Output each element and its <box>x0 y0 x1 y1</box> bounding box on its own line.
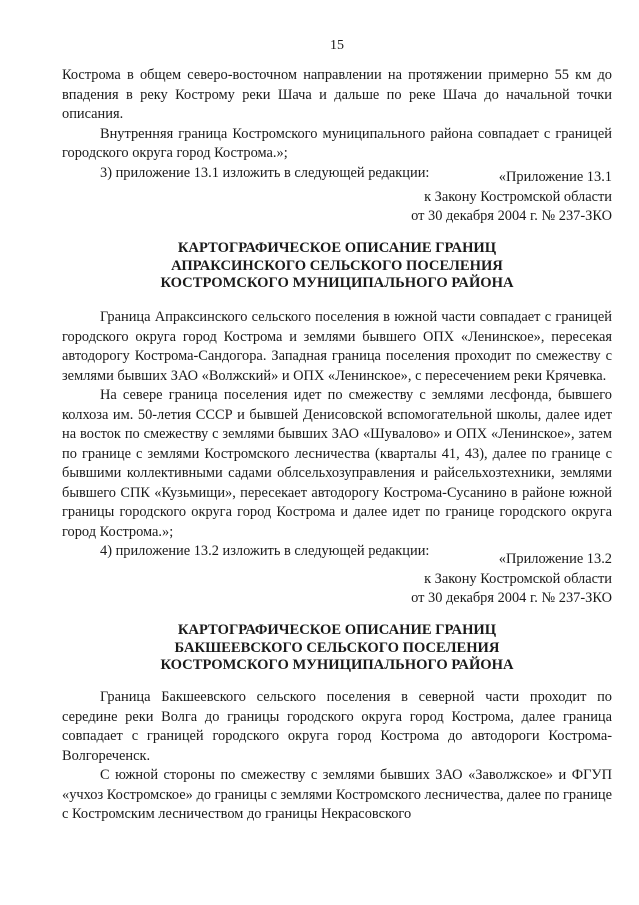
paragraph: Граница Апраксинского сельского поселения в южной части совпадает с границей городского округа город Кострома и землями бывшего ОПХ «Ленинское», пересекая автодорогу Кострома-Сандогора. Западная граница поселения проходит по смежеству с землями бывших ЗАО «Волжский» и ОПХ «Ленинское», с пересечением реки Крячевка. <box>62 309 612 384</box>
appendix-reference-13-2 <box>62 550 612 609</box>
appendix-line: от 30 декабря 2004 г. № 237-ЗКО <box>411 590 612 606</box>
paragraph: Граница Бакшеевского сельского поселения в северной части проходит по середине реки Волга до границы городского округа город Кострома, далее граница совпадает с границей городского округа город Кострома до автодороги Кострома-Волгореченск. <box>62 689 612 764</box>
heading-line: БАКШЕЕВСКОГО СЕЛЬСКОГО ПОСЕЛЕНИЯ <box>174 639 500 656</box>
heading-line: АПРАКСИНСКОГО СЕЛЬСКОГО ПОСЕЛЕНИЯ <box>171 257 503 274</box>
appendix-line: к Закону Костромской области <box>424 188 612 205</box>
heading-line: КАРТОГРАФИЧЕСКОЕ ОПИСАНИЕ ГРАНИЦ <box>177 622 497 638</box>
section-heading-apraksinskoe <box>62 240 612 293</box>
appendix-line: «Приложение 13.2 <box>498 551 612 567</box>
paragraph: 4) приложение 13.2 изложить в следующей редакции: <box>100 543 430 559</box>
paragraph: На севере граница поселения идет по смежеству с землями лесфонда, бывшего колхоза им. 50-летия СССР и бывшей Денисовской вспомогательной школы, далее идет на восток по смежеству с землями бывших ЗАО «Шувалово» и ОПХ «Ленинское», затем по границе с землями Костромского лесничества (кварталы 41, 43), далее по границе с бывшими коллективными садами облсельхозуправления и райсельхозтехники, землями бывшего СПК «Кузьмищи», пересекает автодорогу Кострома-Сусанино в районе южной границы городского округа город Кострома и далее идет по границе городского округа город Кострома.»; <box>62 387 612 540</box>
appendix-line: от 30 декабря 2004 г. № 237-ЗКО <box>411 208 612 224</box>
section-body-apraksinskoe <box>62 308 612 562</box>
paragraph: Кострома в общем северо-восточном направлении на протяжении примерно 55 км до впадения в реку Кострому реки Шача и дальше по реке Шача до начальной точки описания. <box>62 67 612 122</box>
intro-block <box>62 66 612 183</box>
heading-line: КАРТОГРАФИЧЕСКОЕ ОПИСАНИЕ ГРАНИЦ <box>177 240 497 256</box>
appendix-reference-13-1 <box>62 168 612 227</box>
section-body-baksheevskoe <box>62 688 612 825</box>
appendix-line: «Приложение 13.1 <box>498 169 612 185</box>
paragraph: С южной стороны по смежеству с землями бывших ЗАО «Заволжское» и ФГУП «учхоз Костромское» до границы с землями Костромского лесничества, далее по границе с Костромским лесничеством до границы Некрасовского <box>62 767 612 822</box>
paragraph: Внутренняя граница Костромского муниципального района совпадает с границей городского округа город Кострома.»; <box>62 125 612 161</box>
heading-line: КОСТРОМСКОГО МУНИЦИПАЛЬНОГО РАЙОНА <box>160 657 514 673</box>
page-number: 15 <box>330 38 344 53</box>
heading-line: КОСТРОМСКОГО МУНИЦИПАЛЬНОГО РАЙОНА <box>160 275 514 291</box>
paragraph: 3) приложение 13.1 изложить в следующей редакции: <box>100 164 430 181</box>
section-heading-baksheevskoe <box>62 622 612 675</box>
appendix-line: к Закону Костромской области <box>424 570 612 587</box>
